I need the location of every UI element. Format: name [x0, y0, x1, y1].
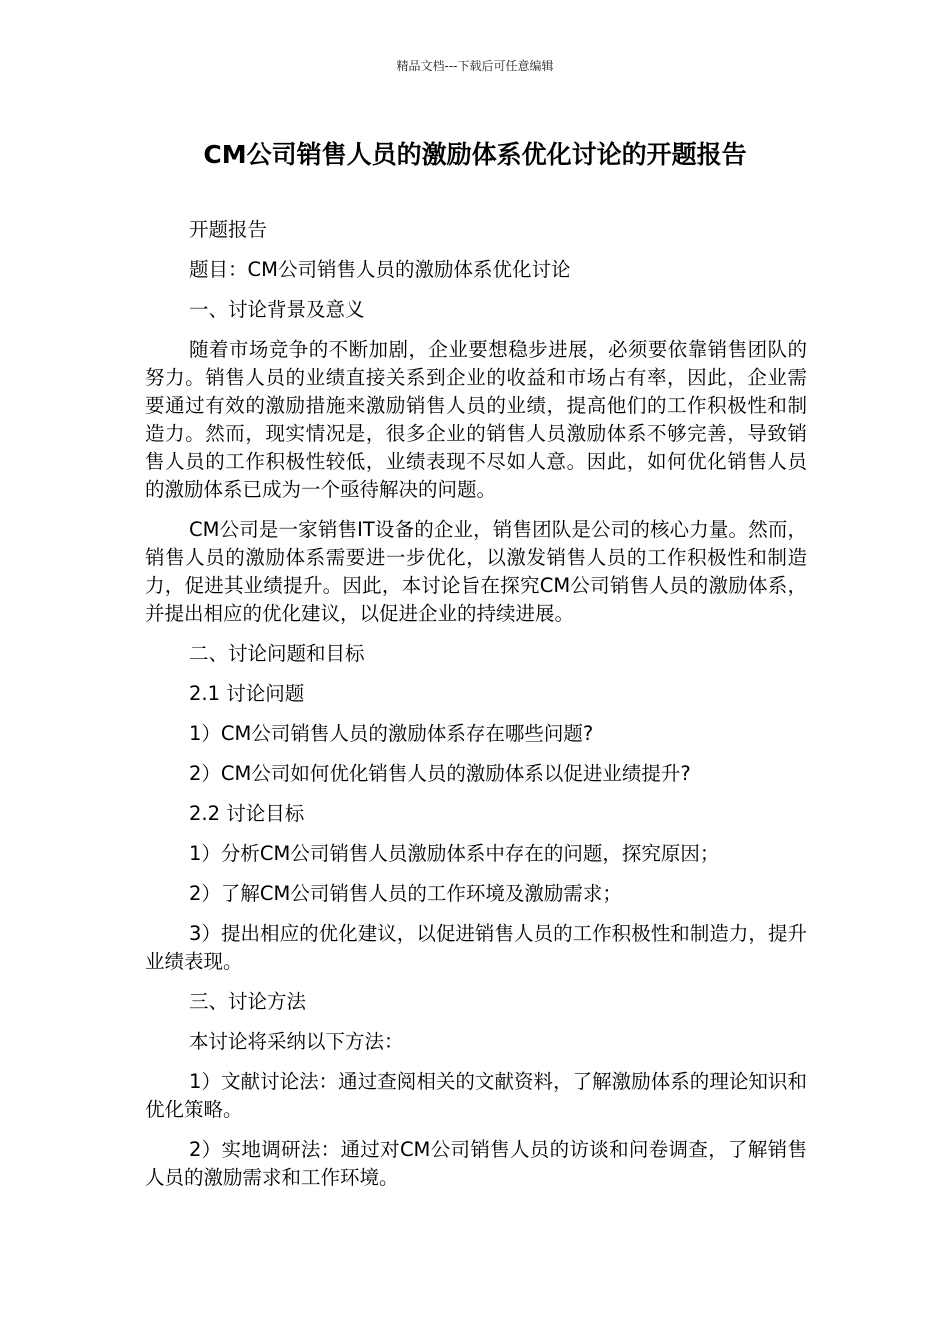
list-item: 2）实地调研法：通过对CM公司销售人员的访谈和问卷调查，了解销售人员的激励需求和工作环境。 [145, 1138, 807, 1189]
section-heading-questions: 二、讨论问题和目标 [189, 642, 365, 665]
list-item: 2）CM公司如何优化销售人员的激励体系以促进业绩提升? [189, 762, 691, 785]
section-heading-background: 一、讨论背景及意义 [189, 298, 365, 321]
paragraph-methods-intro: 本讨论将采纳以下方法： [189, 1030, 404, 1053]
list-item: 2）了解CM公司销售人员的工作环境及激励需求； [189, 882, 622, 905]
paragraph-background-2: CM公司是一家销售IT设备的企业，销售团队是公司的核心力量。然而，销售人员的激励体系需要进一步优化，以激发销售人员的工作积极性和制造力，促进其业绩提升。因此，本讨论旨在探究CM公司销售人员的激励体系，并提出相应的优化建议，以促进企业的持续进展。 [145, 518, 807, 625]
document-body [145, 216, 807, 1204]
list-item: 1）分析CM公司销售人员激励体系中存在的问题，探究原因； [189, 842, 720, 865]
paragraph-topic: 题目：CM公司销售人员的激励体系优化讨论 [189, 258, 571, 281]
list-item: 1）文献讨论法：通过查阅相关的文献资料，了解激励体系的理论知识和优化策略。 [145, 1070, 807, 1121]
list-item: 1）CM公司销售人员的激励体系存在哪些问题? [189, 722, 594, 745]
subheading-questions: 2.1 讨论问题 [189, 682, 305, 705]
section-heading-methods: 三、讨论方法 [189, 990, 307, 1013]
list-item: 3）提出相应的优化建议，以促进销售人员的工作积极性和制造力，提升业绩表现。 [145, 922, 807, 973]
document-title: CM公司销售人员的激励体系优化讨论的开题报告 [203, 140, 747, 169]
paragraph-background-1: 随着市场竞争的不断加剧，企业要想稳步进展，必须要依靠销售团队的努力。销售人员的业绩直接关系到企业的收益和市场占有率，因此，企业需要通过有效的激励措施来激励销售人员的业绩，提高他们的工作积极性和制造力。然而，现实情况是，很多企业的销售人员激励体系不够完善，导致销售人员的工作积极性较低，业绩表现不尽如人意。因此，如何优化销售人员的激励体系已成为一个亟待解决的问题。 [145, 338, 807, 501]
header-note: 精品文档---下载后可任意编辑 [396, 59, 554, 73]
subheading-goals: 2.2 讨论目标 [189, 802, 305, 825]
paragraph-report-label: 开题报告 [189, 218, 268, 241]
